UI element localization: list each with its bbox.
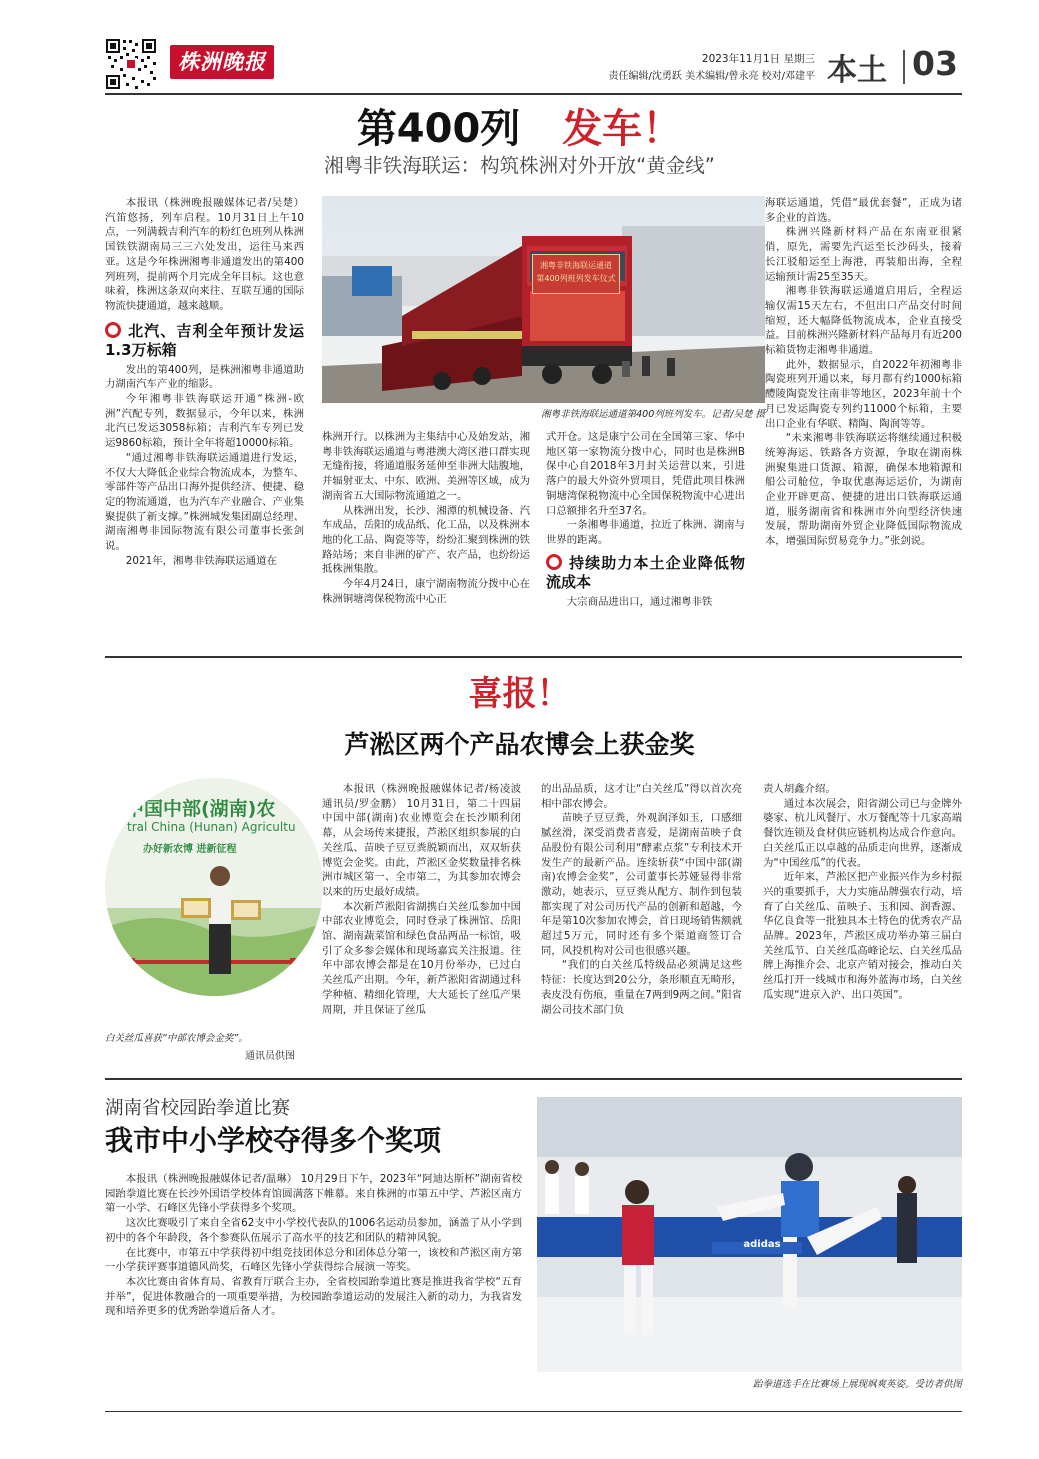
footer-rule (105, 1411, 962, 1412)
story3-taekwondo-photo (537, 1097, 962, 1372)
masthead-logo (170, 45, 274, 79)
banner-slogan: 办好新农博 进新征程 (143, 844, 237, 855)
section-divider (903, 50, 905, 84)
story1-col4-p5: “未来湘粤非铁海联运将继续通过积极统筹海运、铁路各方资源，争取在湖南株洲聚集进口货源、箱源，确保本地箱源和船公司舱位，争取优惠海运运价，为湖南企业开辟更高、便捷的进出口铁海联运通道，服务湖南省和株洲市外向型经济快速发展，帮助湖南外贸企业降低国际物流成本，增强国际贸易竞争力。”张剑说。 (765, 432, 962, 548)
story1-col1-subhead (105, 322, 304, 360)
story2-col2-p1: 的出品品质，这才让“白关丝瓜”得以首次亮相中部农博会。 (541, 783, 742, 810)
story1-bottom-rule (105, 656, 962, 658)
story2-title: 芦淞区两个产品农博会上获金奖 (344, 730, 695, 759)
story1-col2-p3: 今年4月24日，康宁湖南物流分拨中心在株洲铜塘湾保税物流中心正 (322, 578, 530, 605)
story1-col3-p3: 大宗商品进出口，通过湘粤非铁 (566, 595, 713, 608)
story3-p3: 在比赛中，市第五中学获得初中组竞技团体总分和团体总分第一，该校和芦淞区南方第一小学获评赛事道德风尚奖，石峰区先锋小学获得综合展演一等奖。 (105, 1246, 522, 1274)
story1-col4-p2: 株洲兴隆新材料产品在东南亚很紧俏，原先，需要先汽运至长沙码头，接着长江驳船运至上海港，再装船出海，全程运输预计需25至35天。 (765, 226, 962, 283)
story2-col3-p3: 近年来，芦淞区把产业振兴作为乡村振兴的重要抓手，大力实施品牌强农行动，培育了白关丝瓜、苗映子、玉和园、润香源、华亿良食等一批独具本土特色的优秀农产品品牌。2023年，芦淞区成功举办第三届白关丝瓜节、白关丝瓜高峰论坛、白关丝瓜品牌上海推介会、北京产销对接会，推动白关丝瓜打开一线城市和海外蓝海市场，白关丝瓜实现“进京入沪、出口英国”。 (763, 871, 962, 1001)
story2-kicker: 喜报！ (468, 674, 571, 714)
story2-col2-p2: 苗映子豆豆粪，外观润泽如玉，口感细腻丝滑，深受消费者喜爱，是湖南苗映子食品股份有限公司利用“酵素点浆”专利技术开发生产的最新产品。连续斩获“中国中部(湖南)农博会金奖”，公司董事长苏娅显得非常激动，她表示，豆豆粪从配方、制作到包装都实现了对公司历代产品的创新和超越，今年是第10次参加农博会，首日现场销售额就超过5万元，同时还有多个渠道商签订合同，风投机构对公司也很感兴趣。 (541, 812, 742, 957)
story3-photo-caption: 跆拳道选手在比赛场上展现飒爽英姿。受访者供图 (752, 1379, 962, 1390)
story2-col3-p2: 通过本次展会，阳省湖公司已与金牌外婆家、杭儿风餐厅、水万餐配等十几家高端餐饮连锁及食材供应链机构达成合作意向。白关丝瓜正以卓越的品质走向世界，逐渐成为“中国丝瓜”的代表。 (763, 797, 962, 869)
story1-col2-p2: 从株洲出发，长沙、湘潭的机械设备、汽车成品，岳阳的成品纸、化工品，以及株洲本地的化工品、陶瓷等等，纷纷汇聚到株洲的铁路站场；来自非洲的矿产、农产品，也纷纷运抵株洲集散。 (322, 504, 530, 576)
story2-caption-line1: 白关丝瓜喜获“中部农博会金奖”。 (105, 1033, 248, 1044)
circle-bullet-icon (105, 322, 121, 338)
banner-english: tral China (Hunan) Agricultu (127, 820, 296, 834)
story1-col3 (546, 430, 745, 609)
story3-p2: 这次比赛吸引了来自全省62支中小学校代表队的1006名运动员参加，涵盖了从小学到初中的各个年龄段，各个参赛队伍展示了高水平的技艺和团队的精神风貌。 (105, 1217, 522, 1244)
banner-title: 中国中部(湖南)农 (125, 798, 276, 820)
story1-col1-p1: 本报讯（株洲晚报融媒体记者/吴楚） 汽笛悠扬，列车启程。10月31日上午10点，一列满载吉利汽车的粉红色班列从株洲国铁铁湖南局三三六处发出，运往马来西亚。这是今年株洲湘粤非通道发出的第400列班列，提前两个月完成全年目标。这也意味着，株洲这条双向来往、互联互通的国际物流快捷通道，越来越顺。 (105, 197, 304, 312)
story2-col1-p1: 本报讯（株洲晚报融媒体记者/杨凌波 通讯员/罗金鹏） 10月31日，第二十四届中国中部(湖南)农业博览会在长沙顺利闭幕，从会场传来捷报，芦淞区组织参展的白关丝瓜、苗映子豆豆粪脱颖而出，双双斩获博览会金奖。由此，芦淞区金奖数量排名株洲市城区第一、全市第二，为其参加农博会以来的历史最好成绩。 (322, 783, 521, 898)
story2-col1 (322, 782, 521, 1017)
issue-date: 2023年11月1日 星期三 (701, 53, 815, 65)
story1-subtitle: 湘粤非铁海联运：构筑株洲对外开放“黄金线” (324, 154, 715, 177)
story1-col1 (105, 196, 304, 568)
story1-col3-p1: 式开仓。这是康宁公司在全国第三家、华中地区第一家物流分拨中心，同时也是株洲B保中心自2018年3月封关运营以来，引进落户的最大外资外贸项目，凭借此项目株洲铜塘湾保税物流中心全国保税物流中心进出口总额排名升至37名。 (546, 431, 745, 517)
story1-title-b: 发车！ (562, 106, 683, 152)
story3-kicker: 湖南省校园跆拳道比赛 (105, 1098, 291, 1119)
story1-col1-p4: “通过湘粤非铁海联运通道进行发运，不仅大大降低企业综合物流成本，为整车、零部件等产品出口海外提供经济、便捷、稳定的物流通道，也为汽车产业融合、产业集聚提供了新支撑。”株洲城发集团副总经理、湖南湘粤非国际物流有限公司董事长张剑说。 (105, 451, 304, 553)
circle-bullet-icon (546, 554, 562, 570)
story1-col4-p1: 海联运通道，凭借“最优套餐”，正成为诸多企业的首选。 (765, 197, 962, 224)
story1-col1-p5: 2021年，湘粤非铁海联运通道在 (125, 554, 277, 567)
story1-photo-caption: 湘粤非铁海联运通道第400列班列发车。记者/吴楚 摄 (541, 409, 765, 420)
story1-col3-p2: 一条湘粤非通道，拉近了株洲、湖南与世界的距离。 (546, 519, 745, 546)
story1-col1-subhead-text: 北汽、吉利全年预计发运1.3万标箱 (105, 321, 304, 359)
editor-credits: 责任编辑/沈勇跃 美术编辑/曾永亮 校对/邓建平 (608, 71, 815, 82)
story2-col1-p2: 本次新芦淞阳省湖携白关丝瓜参加中国中部农业博览会，同时登录了株洲馆、岳阳馆、湖南蔬菜馆和绿色食品两品一标馆，吸引了众多参会媒体和现场嘉宾关注报道。往年中部农博会都是在10月份举办，已过白关丝瓜产出期。今年，新芦淞阳省湖通过科学种植、精细化管理，大大延长了丝瓜产果周期，并且保证了丝瓜 (322, 900, 521, 1016)
story1-col4-p3: 湘粤非铁海联运通道启用后，全程运输仅需15天左右，不但出口产品交付时间缩短，还大幅降低物流成本，企业直接受益。目前株洲兴隆新材料产品每月有近200标箱货物走湘粤非通道。 (765, 285, 962, 357)
story2-col2 (541, 782, 742, 1017)
story1-train-photo (322, 196, 765, 403)
mat-brand-text: adidas (743, 1239, 781, 1250)
story1-headline (0, 104, 1039, 154)
ceremony-sign-line2: 第400列班列发车仪式 (536, 274, 616, 283)
story1-col4-p4: 此外，数据显示，自2022年初湘粤非陶瓷班列开通以来，每月都有约1000标箱醴陵陶瓷发往南非等地区，2023年前十个月已发运陶瓷专列约11000个标箱，主要出口企业有华联、精陶、陶润等等。 (765, 358, 962, 430)
story1-col3-subhead (546, 554, 745, 592)
story2-col3 (763, 782, 962, 1003)
story2-award-photo (105, 778, 323, 996)
story1-col3-subhead-text: 持续助力本土企业降低物流成本 (546, 553, 745, 591)
page-number: 03 (912, 44, 958, 83)
story1-col4 (765, 196, 962, 549)
story3-p1: 本报讯（株洲晚报融媒体记者/温琳） 10月29日下午，2023年“阿迪达斯杯”湖南省校园跆拳道比赛在长沙外国语学校体育馆圆满落下帷幕。来自株洲的市第五中学、芦淞区南方第一小学、石峰区先锋小学获得多个奖项。 (105, 1173, 522, 1215)
masthead-text: 株洲晚报 (178, 49, 266, 74)
story3-body (105, 1172, 522, 1319)
story1-col2 (322, 430, 530, 606)
story1-col1-p2: 发出的第400列，是株洲湘粤非通道助力湖南汽车产业的缩影。 (105, 363, 304, 391)
story2-col2-p3: “我们的白关丝瓜特级品必须满足这些特征：长度达到20公分，条形顺直无畸形，表皮没有伤痕，重量在7两到9两之间。”阳省湖公司技术部门负 (541, 959, 742, 1016)
qr-code (105, 38, 157, 90)
story1-title-a: 第400列 (356, 106, 521, 152)
story2-bottom-rule (105, 1078, 962, 1080)
header-rule (105, 93, 962, 95)
ceremony-sign-line1: 湘粤非铁海联运通道 (540, 261, 612, 270)
story3-p4: 本次比赛由省体育局、省教育厅联合主办，全省校园跆拳道比赛是推进我省学校“五育并举”，促进体教融合的一项重要举措，为校园跆拳道运动的发展注入新的动力，为我省发现和培养更多的优秀跆拳道后备人才。 (105, 1275, 522, 1318)
story2-col3-p1: 责人胡鑫介绍。 (763, 783, 836, 795)
story2-caption-line2: 通讯员供图 (245, 1051, 295, 1062)
story1-col1-p3: 今年湘粤非铁海联运开通“株洲-欧洲”汽配专列，数据显示，今年以来，株洲北汽已发运3058标箱；吉利汽车专列已发运9860标箱，预计全年将超10000标箱。 (105, 393, 304, 450)
story3-title: 我市中小学校夺得多个奖项 (105, 1124, 442, 1157)
section-name: 本土 (827, 53, 887, 88)
story1-col2-p1: 株洲开行。以株洲为主集结中心及始发站，湘粤非铁海联运通道与粤港澳大湾区港口群实现无缝衔接，将通道服务延伸至非洲大陆腹地，并辐射亚太、中东、欧洲、美洲等区域，成为湖南省五大国际物流通道之一。 (322, 431, 530, 502)
ceremony-sign (532, 254, 620, 294)
